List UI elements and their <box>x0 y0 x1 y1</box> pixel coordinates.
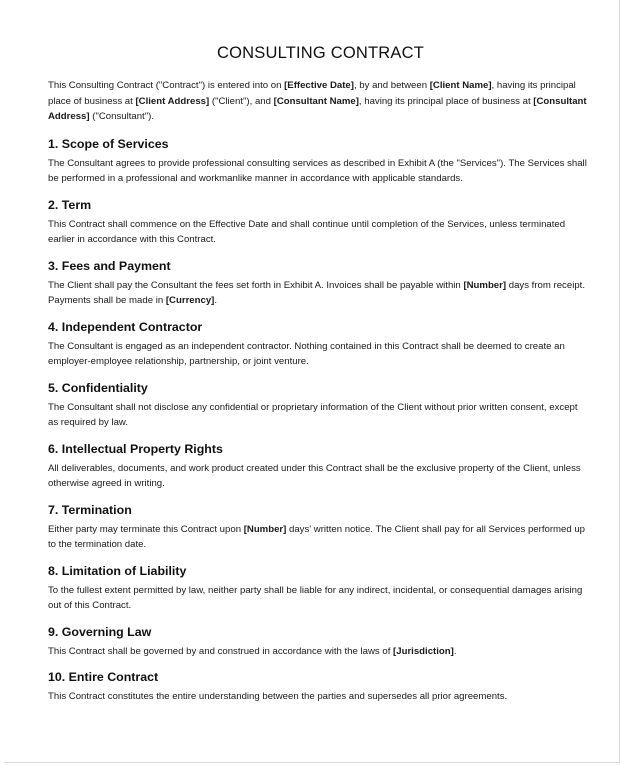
section-body <box>48 644 588 660</box>
section-term <box>48 198 588 248</box>
section-heading: 2. Term <box>48 197 92 212</box>
placeholder-client-name: [Client Name] <box>429 80 492 91</box>
intro-text: ("Consultant"). <box>89 111 154 122</box>
document-title: CONSULTING CONTRACT <box>217 44 424 62</box>
section-heading: 9. Governing Law <box>48 624 152 639</box>
section-heading: 8. Limitation of Liability <box>48 563 187 578</box>
document-page <box>4 0 620 763</box>
section-body: This Contract constitutes the entire understanding between the parties and supersedes all prior agreements. <box>48 691 508 702</box>
section-heading: 5. Confidentiality <box>48 380 148 395</box>
section-heading: 1. Scope of Services <box>48 136 169 151</box>
intro-text: , having its principal place of business at <box>358 95 534 107</box>
section-confidentiality <box>48 381 588 431</box>
section-body <box>48 278 588 309</box>
body-text: . <box>214 295 218 306</box>
body-text: This Contract shall be governed by and construed in accordance with the laws of <box>48 645 394 657</box>
placeholder-number: [Number] <box>243 523 287 535</box>
section-heading: 6. Intellectual Property Rights <box>48 441 223 456</box>
section-entire-contract <box>48 670 588 705</box>
body-text: days' written notice. The Client shall pay for all Services performed up to the termination date. <box>48 523 586 550</box>
intro-text: ("Client"), and <box>209 95 274 107</box>
section-scope-of-services <box>48 137 588 187</box>
intro-text: , by and between <box>353 80 430 91</box>
placeholder-effective-date: [Effective Date] <box>284 80 354 91</box>
section-fees-and-payment <box>48 259 588 309</box>
section-body: All deliverables, documents, and work product created under this Contract shall be the exclusive property of the Client, unless otherwise agreed in writing. <box>48 462 581 489</box>
placeholder-jurisdiction: [Jurisdiction] <box>393 645 454 657</box>
placeholder-consultant-address: [Consultant Address] <box>48 95 587 122</box>
section-body: This Contract shall commence on the Effective Date and shall continue until completion of the Services, unless terminated earlier in accordance with this Contract. <box>48 218 566 245</box>
body-text: days from receipt. Payments shall be made in <box>48 279 585 306</box>
section-intellectual-property <box>48 442 588 492</box>
section-termination <box>48 503 588 553</box>
section-body: To the fullest extent permitted by law, neither party shall be liable for any indirect, incidental, or consequential damages arising out of this Contract. <box>48 584 583 611</box>
intro-text: This Consulting Contract ("Contract") is entered into on <box>48 80 285 91</box>
placeholder-consultant-name: [Consultant Name] <box>273 95 359 107</box>
section-heading: 3. Fees and Payment <box>48 258 171 273</box>
body-text: The Client shall pay the Consultant the fees set forth in Exhibit A. Invoices shall be payable within <box>48 279 464 291</box>
intro-text: , having its principal place of business at <box>48 80 576 107</box>
placeholder-number: [Number] <box>463 279 507 291</box>
section-heading: 4. Independent Contractor <box>48 319 203 334</box>
section-body: The Consultant shall not disclose any confidential or proprietary information of the Client without prior written consent, except as required by law. <box>48 401 578 428</box>
contract-document <box>48 44 588 716</box>
intro-paragraph <box>48 78 588 125</box>
body-text: Either party may terminate this Contract upon <box>48 523 244 535</box>
section-independent-contractor <box>48 320 588 370</box>
section-heading: 7. Termination <box>48 502 132 517</box>
section-body <box>48 522 588 553</box>
section-limitation-of-liability <box>48 564 588 614</box>
section-body: The Consultant agrees to provide professional consulting services as described in Exhibit A (the "Services"). The Services shall be performed in a professional and workmanlike manner in accordance with applicable standards. <box>48 157 587 184</box>
body-text: . <box>453 645 457 657</box>
placeholder-client-address: [Client Address] <box>135 95 210 107</box>
section-body: The Consultant is engaged as an independent contractor. Nothing contained in this Contract shall be deemed to create an employer-employee relationship, partnership, or joint venture. <box>48 340 565 367</box>
section-governing-law <box>48 625 588 660</box>
placeholder-currency: [Currency] <box>165 295 215 306</box>
section-heading: 10. Entire Contract <box>48 670 159 684</box>
